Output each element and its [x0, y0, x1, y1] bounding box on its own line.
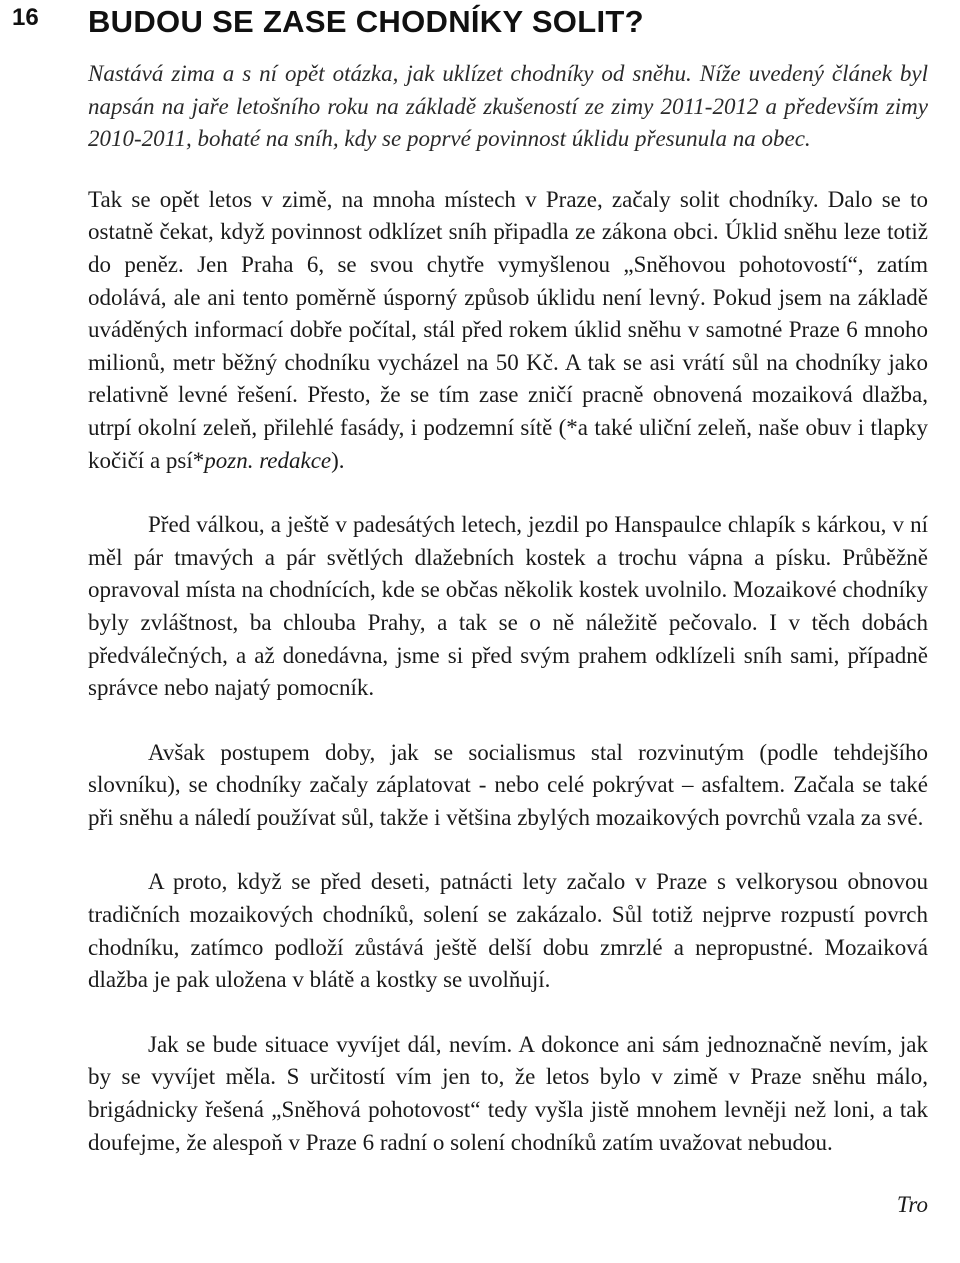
article-paragraph-2: Před válkou, a ještě v padesátých letech, jezdil po Hanspaulce chlapík s kárkou, v ní měl pár tmavých a pár světlých dlažebních kostek a trochu vápna a písku. Průběžně opravoval místa na chodnících, kde se občas několik kostek uvolnilo. Mozaikové chodníky byly zvláštnost, ba chlouba Prahy, a tak se o ně náležitě pečovalo. I v těch dobách předválečných, a až donedávna, jsme si před svým prahem odklízeli sníh sami, případně správce nebo najatý pomocník. [88, 512, 928, 701]
article-body [88, 58, 928, 1222]
article-paragraph-3: Avšak postupem doby, jak se socialismus stal rozvinutým (podle tehdejšího slovníku), se chodníky začaly záplatovat - nebo celé pokrývat – asfaltem. Začala se také při sněhu a náledí používat sůl, takže i většina zbylých mozaikových povrchů vzala za své. [88, 739, 928, 830]
author-signature: Tro [896, 1192, 928, 1218]
paragraph-1-text: Tak se opět letos v zimě, na mnoha místech v Praze, začaly solit chodníky. Dalo se to ostatně čekat, když povinnost odklízet sníh připadla ze zákona obci. Úklid sněhu leze totiž do peněz. Jen Praha 6, se svou chytře vymyšlenou „Sněhovou pohotovostí“, zatím odolává, ale ani tento poměrně úsporný způsob úklidu není levný. Pokud jsem na základě uváděných informací dobře počítal, stál před rokem úklid sněhu v samotné Praze 6 mnoho milionů, metr běžný chodníku vycházel na 50 Kč. A tak se asi vrátí sůl na chodníky jako relativně levné řešení. Přesto, že se tím zase zničí pracně obnovená mozaiková dlažba, utrpí okolní zeleň, přilehlé fasády, i podzemní sítě (*a také uliční zeleň, naše obuv i tlapky kočičí a psí* [88, 186, 928, 473]
article-lead: Nastává zima a s ní opět otázka, jak uklízet chodníky od sněhu. Níže uvedený článek byl napsán na jaře letošního roku na základě zkušeností ze zimy 2011-2012 a především zimy 2010-2011, bohaté na sníh, kdy se poprvé povinnost úklidu přesunula na obec. [88, 61, 928, 152]
article-headline: BUDOU SE ZASE CHODNÍKY SOLIT? [88, 4, 644, 39]
page-number: 16 [12, 4, 39, 31]
article-paragraph-5: Jak se bude situace vyvíjet dál, nevím. A dokonce ani sám jednoznačně nevím, jak by se vyvíjet měla. S určitostí vím jen to, že letos bylo v zimě v Praze sněhu málo, brigádnicky řešená „Sněhová pohotovost“ tedy vyšla jistě mnohem levněji než loni, a tak doufejme, že alespoň v Praze 6 radní o solení chodníků zatím uvažovat nebudou. [88, 1031, 928, 1155]
editor-note: pozn. redakce [204, 447, 332, 473]
article-paragraph-1 [88, 184, 928, 477]
article-paragraph-4: A proto, když se před deseti, patnácti lety začalo v Praze s velkorysou obnovou tradičních mozaikových chodníků, solení se zakázalo. Sůl totiž nejprve rozpustí povrch chodníku, zatímco podloží zůstává ještě delší dobu zmrzlé a nepropustné. Mozaiková dlažba je pak uložena v blátě a kostky se uvolňují. [88, 869, 928, 993]
paragraph-1-end: ). [331, 447, 345, 473]
